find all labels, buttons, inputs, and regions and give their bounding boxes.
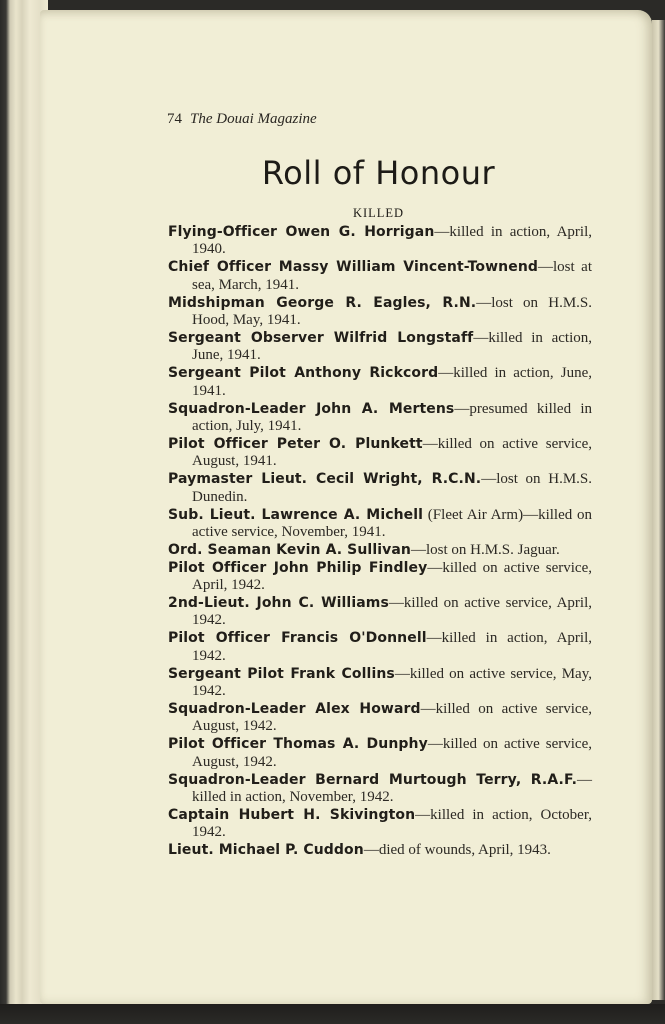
honour-entry <box>168 224 592 259</box>
honour-entry <box>168 471 592 506</box>
honour-entry <box>168 295 592 330</box>
honour-entry <box>168 507 592 542</box>
entry-detail: —killed on active service, May, 1942. <box>192 665 592 700</box>
entry-name: Squadron-Leader Alex Howard <box>168 700 421 717</box>
entry-detail: —killed on active service, April, 1942. <box>192 559 592 594</box>
honour-entry <box>168 666 592 701</box>
book-right-edge <box>652 20 665 1000</box>
entry-name: Pilot Officer Peter O. Plunkett <box>168 435 423 452</box>
entry-detail: —lost on H.M.S. Dunedin. <box>192 471 592 505</box>
entry-detail: —killed in action, June, 1941. <box>192 329 592 364</box>
entry-name: Sergeant Observer Wilfrid Longstaff <box>168 329 474 346</box>
honour-entry <box>168 365 592 400</box>
honour-list <box>168 224 592 860</box>
page-title: Roll of Honour <box>261 154 496 192</box>
entry-name: Paymaster Lieut. Cecil Wright, R.C.N. <box>168 471 482 488</box>
honour-entry <box>168 436 592 471</box>
book-bottom-edge <box>0 1004 665 1024</box>
entry-name: Pilot Officer Francis O'Donnell <box>168 630 427 647</box>
magazine-title: The Douai Magazine <box>190 111 317 127</box>
running-head <box>167 111 317 128</box>
entry-name: 2nd-Lieut. John C. Williams <box>168 595 389 612</box>
entry-name: Midshipman George R. Eagles, R.N. <box>168 294 477 311</box>
entry-detail: —lost on H.M.S. Jaguar. <box>410 541 560 558</box>
entry-detail: (Fleet Air Arm)—killed on active service, November, 1941. <box>192 506 592 540</box>
entry-detail: —died of wounds, April, 1943. <box>363 842 551 859</box>
entry-name: Chief Officer Massy William Vincent-Townend <box>168 259 539 276</box>
entry-detail: —killed on active service, August, 1942. <box>192 700 593 735</box>
honour-entry <box>168 401 592 436</box>
entry-name: Pilot Officer John Philip Findley <box>168 559 428 576</box>
honour-entry <box>168 595 592 630</box>
entry-name: Sub. Lieut. Lawrence A. Michell <box>168 506 424 523</box>
entry-name: Pilot Officer Thomas A. Dunphy <box>168 736 428 753</box>
entry-detail: —killed on active service, August, 1942. <box>192 736 592 770</box>
entry-name: Ord. Seaman Kevin A. Sullivan <box>168 541 411 558</box>
entry-detail: —killed on active service, April, 1942. <box>192 595 592 629</box>
honour-entry <box>168 842 592 859</box>
honour-entry <box>168 807 592 842</box>
honour-entry <box>168 630 592 665</box>
honour-entry <box>168 736 592 771</box>
entry-detail: —killed in action, April, 1942. <box>192 630 592 664</box>
entry-name: Flying-Officer Owen G. Horrigan <box>168 224 435 240</box>
entry-name: Lieut. Michael P. Cuddon <box>168 842 364 859</box>
entry-detail: —killed on active service, August, 1941. <box>192 435 592 470</box>
entry-detail: —presumed killed in action, July, 1941. <box>192 400 592 434</box>
entry-name: Sergeant Pilot Anthony Rickcord <box>168 365 439 382</box>
page-number: 74 <box>167 111 182 127</box>
honour-entry <box>168 330 592 365</box>
entry-detail: —lost at sea, March, 1941. <box>192 259 592 293</box>
entry-detail: —lost on H.M.S. Hood, May, 1941. <box>192 294 592 329</box>
honour-entry <box>168 560 592 595</box>
entry-name: Sergeant Pilot Frank Collins <box>168 665 395 682</box>
honour-entry <box>168 259 592 294</box>
honour-entry <box>168 701 592 736</box>
entry-name: Squadron-Leader Bernard Murtough Terry, R.A.F. <box>168 771 577 788</box>
section-heading: KILLED <box>352 206 405 220</box>
entry-detail: —killed in action, October, 1942. <box>192 806 592 841</box>
entry-detail: —killed in action, June, 1941. <box>192 365 592 399</box>
entry-name: Squadron-Leader John A. Mertens <box>168 400 455 417</box>
honour-entry <box>168 542 592 559</box>
entry-name: Captain Hubert H. Skivington <box>168 806 416 823</box>
entry-detail: —killed in action, April, 1940. <box>192 224 592 258</box>
honour-entry <box>168 772 592 807</box>
entry-detail: —killed in action, November, 1942. <box>192 771 592 805</box>
